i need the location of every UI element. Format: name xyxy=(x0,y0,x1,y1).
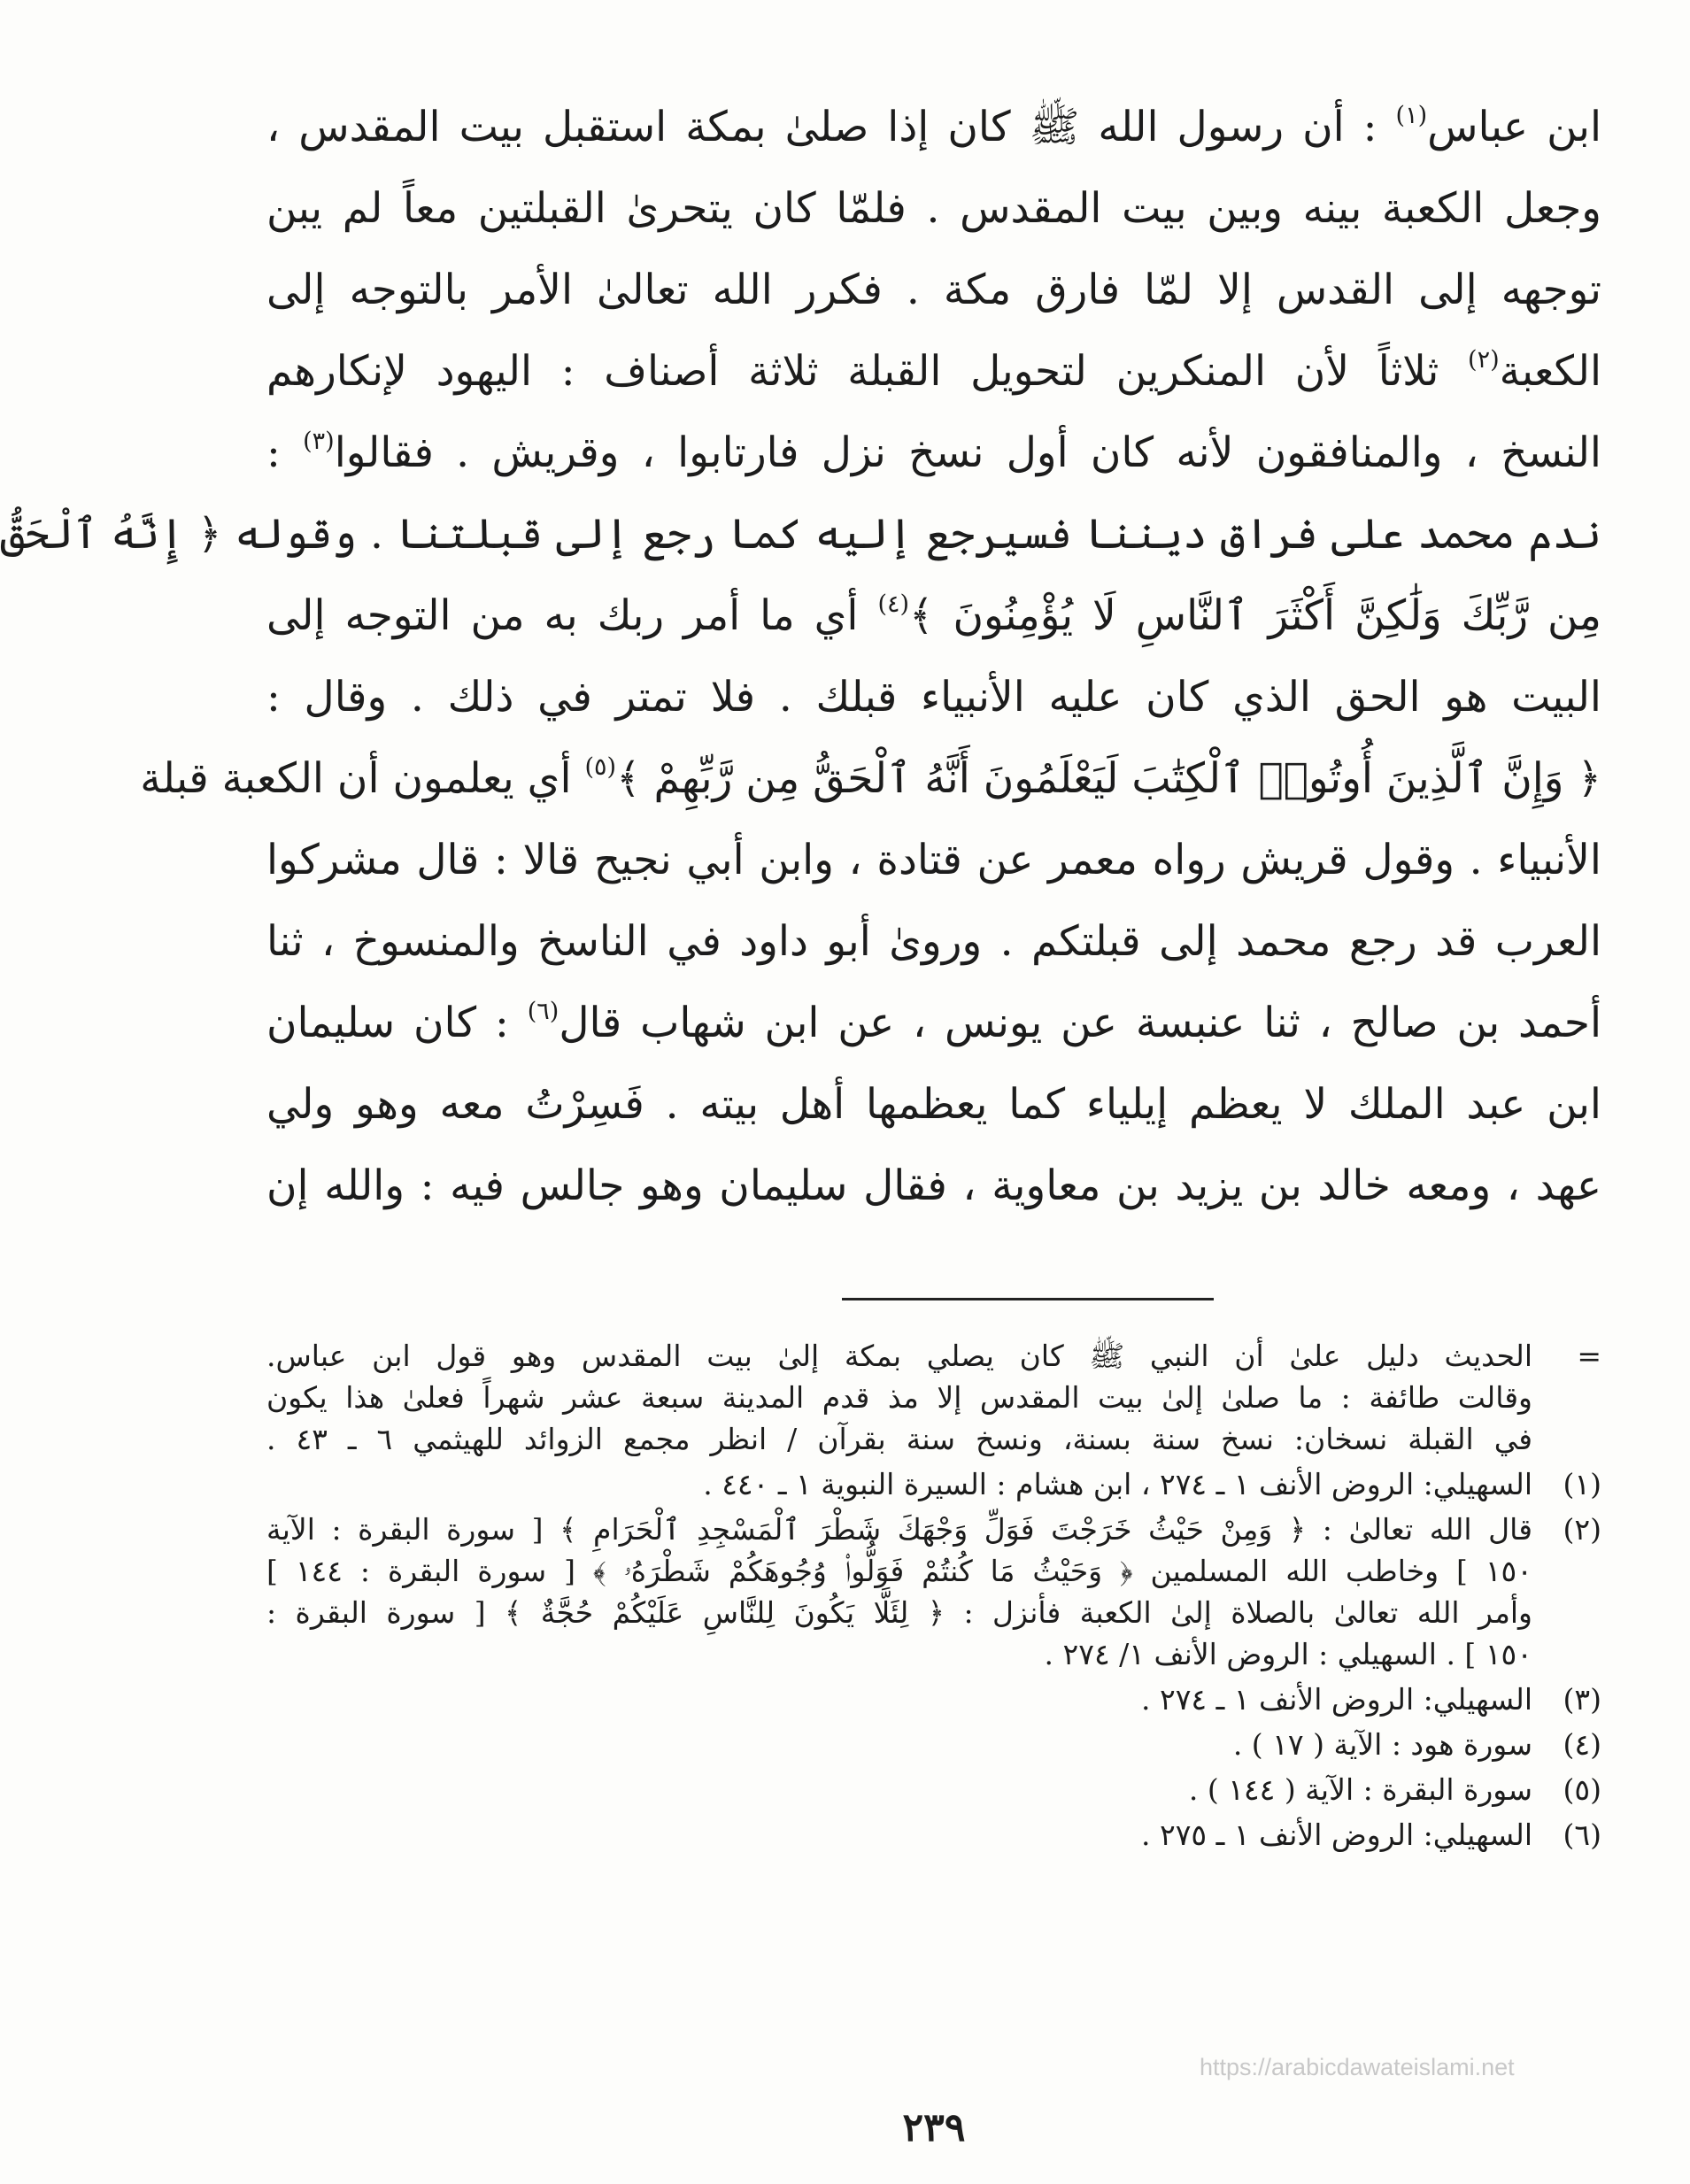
footnote-ref[interactable]: (٥) xyxy=(584,753,617,781)
footnote-text: قال الله تعالىٰ : ﴿ وَمِنْ حَيْثُ خَرَجْتَ فَوَلِّ وَجْهَكَ شَطْرَ ٱلْمَسْجِدِ ٱلْحَرَامِ ﴾ [ سورة البقرة : الآية xyxy=(266,1512,1532,1547)
footnote-text: ١٥٠ ] وخاطب الله المسلمين ﴿ وَحَيْثُ مَا كُنتُمْ فَوَلُّوا۟ وُجُوهَكُمْ شَطْرَهُۥ ﴾ [ سورة البقرة : ١٤٤ ] xyxy=(266,1554,1532,1588)
footnote-line xyxy=(266,1769,1601,1810)
footnote-text: وقالت طائفة : ما صلىٰ إلىٰ بيت المقدس إلا مذ قدم المدينة سبعة عشر شهراً فعلىٰ هذا يكون xyxy=(266,1380,1532,1415)
footnote-line xyxy=(266,1679,1601,1720)
footnote-text: السهيلي: الروض الأنف ١ ـ ٢٧٥ . xyxy=(1140,1817,1532,1852)
footnote-line xyxy=(266,1509,1601,1550)
footnote-line xyxy=(266,1633,1601,1675)
footnote-ref[interactable]: (١) xyxy=(1395,102,1428,129)
footnote-text: السهيلي: الروض الأنف ١ ـ ٢٧٤ . xyxy=(1140,1682,1532,1717)
text-line: توجهه إلى القدس إلا لمّا فارق مكة . فكرر الله تعالىٰ الأمر بالتوجه إلى xyxy=(266,266,1601,314)
text-line: ابن عبد الملك لا يعظم إيلياء كما يعظمها أهل بيته . فَسِرْتُ معه وهو ولي xyxy=(266,1080,1601,1129)
text-line: العرب قد رجع محمد إلى قبلتكم . ورویٰ أبو داود في الناسخ والمنسوخ ، ثنا xyxy=(266,917,1601,966)
footnote-line xyxy=(266,1592,1601,1633)
text-line: أحمد بن صالح ، ثنا عنبسة عن يونس ، عن ابن شهاب قال$^{(٦)}$ : كان سليمان xyxy=(266,998,1601,1047)
footnotes xyxy=(266,1335,1601,1856)
footnote-ref[interactable]: (٣) xyxy=(303,428,335,455)
text-line: الأنبياء . وقول قريش رواه معمر عن قتادة ، وابن أبي نجيح قالا : قال مشركوا xyxy=(266,836,1601,884)
footnote-marker: (٢) xyxy=(1563,1512,1601,1547)
footnote-marker: (٤) xyxy=(1563,1727,1601,1762)
text-line: مِن رَّبِّكَ وَلَٰكِنَّ أَكْثَرَ ٱلنَّاسِ لَا يُؤْمِنُونَ ﴾$^{(٤)}$ أي ما أمر ربك به من التوجه إلى xyxy=(266,590,1601,640)
footnote-line xyxy=(266,1463,1601,1505)
footnote-text: في القبلة نسخان: نسخ سنة بسنة، ونسخ سنة بقرآن / انظر مجمع الزوائد للهيثمي ٦ ـ ٤٣ . xyxy=(266,1422,1532,1456)
footnote-line xyxy=(266,1377,1601,1418)
footnote-text: وأمر الله تعالىٰ بالصلاة إلىٰ الكعبة فأنزل : ﴿ لِئَلَّا يَكُونَ لِلنَّاسِ عَلَيْكُمْ حُجَّةٌ ﴾ [ سورة البقرة : xyxy=(266,1595,1532,1630)
footnote-marker: (١) xyxy=(1563,1467,1601,1501)
footnote-ref[interactable]: (٦) xyxy=(527,998,559,1025)
footnote-text: سورة هود : الآية ( ١٧ ) . xyxy=(1232,1727,1532,1762)
footnote-marker: (٣) xyxy=(1563,1682,1601,1717)
footnote-marker: (٦) xyxy=(1563,1817,1601,1852)
text-line: البيت هو الحق الذي كان عليه الأنبياء قبلك . فلا تمتر في ذلك . وقال : xyxy=(266,673,1601,722)
footnote-text: ١٥٠ ] . السهيلي : الروض الأنف ١/ ٢٧٤ . xyxy=(1044,1637,1532,1671)
footnote-divider xyxy=(842,1298,1214,1300)
main-text xyxy=(0,87,1602,1227)
footnote-line xyxy=(266,1814,1601,1856)
text-line: وجعل الكعبة بينه وبين بيت المقدس . فلمّا كان يتحرىٰ القبلتين معاً لم يبن xyxy=(266,184,1601,233)
footnote-line xyxy=(266,1418,1601,1460)
text-line: ابن عباس$^{(١)}$ : أن رسول الله ﷺ كان إذا صلىٰ بمكة استقبل بيت المقدس ، xyxy=(266,102,1601,151)
text-line: النسخ ، والمنافقون لأنه كان أول نسخ نزل فارتابوا ، وقريش . فقالوا$^{(٣)}$ : xyxy=(266,428,1601,477)
footnote-line xyxy=(266,1335,1601,1377)
footnote-line xyxy=(266,1724,1601,1765)
footnote-text: الحديث دليل علىٰ أن النبي ﷺ كان يصلي بمكة إلىٰ بيت المقدس وهو قول ابن عباس. xyxy=(266,1339,1532,1373)
footnote-ref[interactable]: (٢) xyxy=(1468,346,1500,374)
footnote-marker: (٥) xyxy=(1563,1772,1601,1807)
footnote-text: سورة البقرة : الآية ( ١٤٤ ) . xyxy=(1188,1772,1532,1807)
footnote-line xyxy=(266,1550,1601,1592)
text-line: ندم محمد على فراق ديننا فسيرجع إليه كما رجع إلى قبلتنا . وقوله ﴿ إِنَّهُ ٱلْحَقُّ xyxy=(0,510,1601,559)
text-line: ﴿ وَإِنَّ ٱلَّذِينَ أُوتُوا۟ ٱلْكِتَٰبَ لَيَعْلَمُونَ أَنَّهُ ٱلْحَقُّ مِن رَّبِّهِمْ ﴾$^{(٥)}$ أي يعلمون أن الكعبة قبلة xyxy=(140,753,1601,803)
watermark: https://arabicdawateislami.net xyxy=(1200,2054,1515,2080)
footnote-marker: = xyxy=(1577,1339,1601,1373)
footnote-ref[interactable]: (٤) xyxy=(877,590,910,618)
text-line: عهد ، ومعه خالد بن يزيد بن معاوية ، فقال سليمان وهو جالس فيه : والله إن xyxy=(266,1161,1601,1210)
text-line: الكعبة$^{(٢)}$ ثلاثاً لأن المنكرين لتحويل القبلة ثلاثة أصناف : اليهود لإنكارهم xyxy=(266,346,1602,396)
footnote-text: السهيلي: الروض الأنف ١ ـ ٢٧٤ ، ابن هشام : السيرة النبوية ١ ـ ٤٤٠ . xyxy=(703,1467,1532,1501)
page-number: ٢٣٩ xyxy=(902,2105,966,2150)
